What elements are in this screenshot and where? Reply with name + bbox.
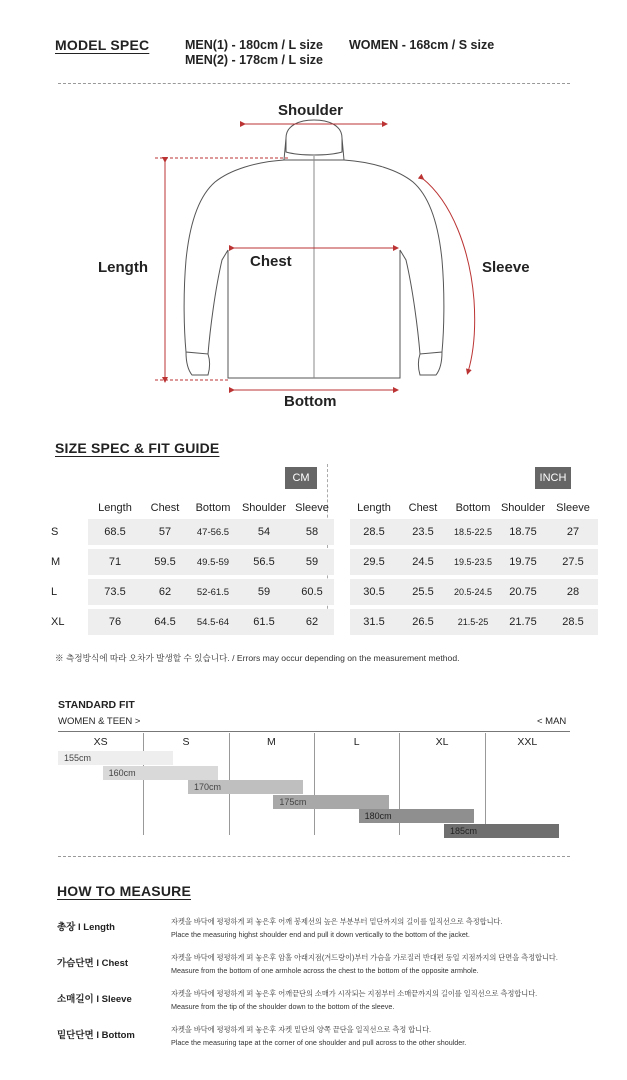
fit-height-bar: 185cm (444, 824, 559, 838)
cm-value: 47-56.5 (188, 519, 238, 545)
col-chest-in: Chest (408, 502, 438, 514)
fit-separator (485, 733, 486, 835)
inch-value: 30.5 (350, 579, 398, 605)
cm-value: 49.5-59 (188, 549, 238, 575)
fit-separator (143, 733, 144, 835)
measure-item-en: Place the measuring highst shoulder end and pull it down vertically to the bottom of the jacket. (171, 930, 470, 939)
col-bottom-in: Bottom (455, 502, 491, 514)
measure-item-ko: 자켓을 바닥에 평평하게 펴 놓은후 자켓 밑단의 양쪽 끝단을 일직선으로 측정 합니다. (171, 1025, 432, 1034)
inch-value: 28.5 (350, 519, 398, 545)
measure-item-ko: 자켓을 바닥에 평평하게 펴 놓은후 어깨끝단의 소매가 시작되는 지점부터 소매끝까지의 길이를 일직선으로 측정합니다. (171, 989, 538, 998)
cm-value: 54.5-64 (188, 609, 238, 635)
cm-value: 58 (290, 519, 334, 545)
inch-value: 21.5-25 (448, 609, 498, 635)
col-bottom: Bottom (195, 502, 231, 514)
inch-value: 19.75 (498, 549, 548, 575)
inch-value: 21.75 (498, 609, 548, 635)
label-shoulder: Shoulder (278, 102, 344, 119)
cm-value: 54 (238, 519, 290, 545)
size-label: S (51, 526, 59, 538)
cm-value: 52-61.5 (188, 579, 238, 605)
cm-value: 60.5 (290, 579, 334, 605)
inch-value: 29.5 (350, 549, 398, 575)
size-row (50, 519, 598, 545)
label-bottom: Bottom (284, 393, 337, 410)
measure-item-label: 소매길이 l Sleeve (57, 994, 132, 1005)
model-men1: MEN(1) - 180cm / L size (185, 38, 324, 52)
fit-separator (314, 733, 315, 835)
size-spec-title: SIZE SPEC & FIT GUIDE (55, 440, 220, 456)
col-shoulder: Shoulder (241, 502, 287, 514)
cm-value: 59 (290, 549, 334, 575)
fit-height-bar: 175cm (273, 795, 388, 809)
fit-height-bar: 170cm (188, 780, 303, 794)
fit-height-bar: 180cm (359, 809, 474, 823)
measure-item-label: 총장 l Length (57, 922, 115, 933)
cm-value: 71 (88, 549, 142, 575)
label-sleeve: Sleeve (482, 259, 530, 276)
measurement-note: ※ 측정방식에 따라 오차가 발생할 수 있습니다. / Errors may occur depending on the measurement method. (55, 653, 460, 663)
size-label: M (51, 556, 61, 568)
label-length: Length (98, 259, 148, 276)
measure-item-ko: 자켓을 바닥에 평평하게 펴 놓은후 어깨 봉제선의 높은 부분부터 밑단까지의 길이를 일직선으로 측정합니다. (171, 917, 503, 926)
fit-size-label: M (266, 736, 276, 748)
fit-right-label: < MAN (537, 716, 567, 727)
inch-value: 23.5 (398, 519, 448, 545)
measure-item-ko: 자켓을 바닥에 평평하게 펴 놓은후 암홀 아래지점(겨드랑이)부터 가슴을 가로질러 반대편 동일 지점까지의 단면을 측정합니다. (171, 953, 558, 962)
cm-value: 59.5 (142, 549, 188, 575)
inch-value: 20.75 (498, 579, 548, 605)
cm-value: 73.5 (88, 579, 142, 605)
measure-item-label: 밑단단면 l Bottom (57, 1030, 135, 1041)
size-row (50, 609, 598, 635)
size-label: L (51, 586, 58, 598)
size-row (50, 549, 598, 575)
fit-size-label: S (182, 736, 190, 748)
inch-value: 27.5 (548, 549, 598, 575)
size-label: XL (51, 616, 65, 628)
fit-size-label: XXL (517, 736, 538, 748)
fit-size-label: L (353, 736, 360, 748)
model-women: WOMEN - 168cm / S size (349, 38, 495, 52)
divider-2 (58, 856, 570, 857)
cm-value: 62 (290, 609, 334, 635)
cm-value: 76 (88, 609, 142, 635)
cm-value: 61.5 (238, 609, 290, 635)
measure-item-en: Measure from the bottom of one armhole across the chest to the bottom of the opposite armhole. (171, 966, 479, 975)
cm-value: 56.5 (238, 549, 290, 575)
how-to-measure-title: HOW TO MEASURE (57, 883, 191, 899)
inch-value: 24.5 (398, 549, 448, 575)
col-length: Length (98, 502, 132, 514)
inch-value: 28.5 (548, 609, 598, 635)
cm-value: 68.5 (88, 519, 142, 545)
measure-item-en: Measure from the tip of the shoulder down to the bottom of the sleeve. (171, 1002, 395, 1011)
inch-value: 18.75 (498, 519, 548, 545)
col-sleeve-in: Sleeve (556, 502, 590, 514)
inch-value: 26.5 (398, 609, 448, 635)
fit-size-label: XS (93, 736, 108, 748)
fit-top-rule (58, 731, 570, 732)
model-men2: MEN(2) - 178cm / L size (185, 53, 324, 67)
jacket-diagram (0, 90, 627, 420)
size-row (50, 579, 598, 605)
col-chest: Chest (150, 502, 180, 514)
inch-value: 25.5 (398, 579, 448, 605)
standard-fit-title: STANDARD FIT (58, 699, 135, 711)
fit-size-label: XL (435, 736, 449, 748)
inch-value: 31.5 (350, 609, 398, 635)
inch-badge: INCH (535, 467, 571, 489)
inch-value: 18.5-22.5 (448, 519, 498, 545)
divider (58, 83, 570, 84)
label-chest: Chest (250, 253, 292, 270)
cm-value: 59 (238, 579, 290, 605)
cm-value: 62 (142, 579, 188, 605)
col-sleeve: Sleeve (295, 502, 329, 514)
inch-value: 19.5-23.5 (448, 549, 498, 575)
col-length-in: Length (357, 502, 391, 514)
measure-item-label: 가슴단면 l Chest (57, 958, 129, 969)
inch-value: 28 (548, 579, 598, 605)
cm-value: 64.5 (142, 609, 188, 635)
size-table (50, 497, 598, 639)
cm-value: 57 (142, 519, 188, 545)
fit-height-bar: 155cm (58, 751, 173, 765)
col-shoulder-in: Shoulder (500, 502, 546, 514)
model-spec-title: MODEL SPEC (55, 37, 150, 53)
inch-value: 27 (548, 519, 598, 545)
fit-left-label: WOMEN & TEEN > (58, 716, 141, 727)
measure-item-en: Place the measuring tape at the corner of one shoulder and pull across to the other shoulder. (171, 1038, 467, 1047)
fit-height-bar: 160cm (103, 766, 218, 780)
cm-badge: CM (285, 467, 317, 489)
inch-value: 20.5-24.5 (448, 579, 498, 605)
